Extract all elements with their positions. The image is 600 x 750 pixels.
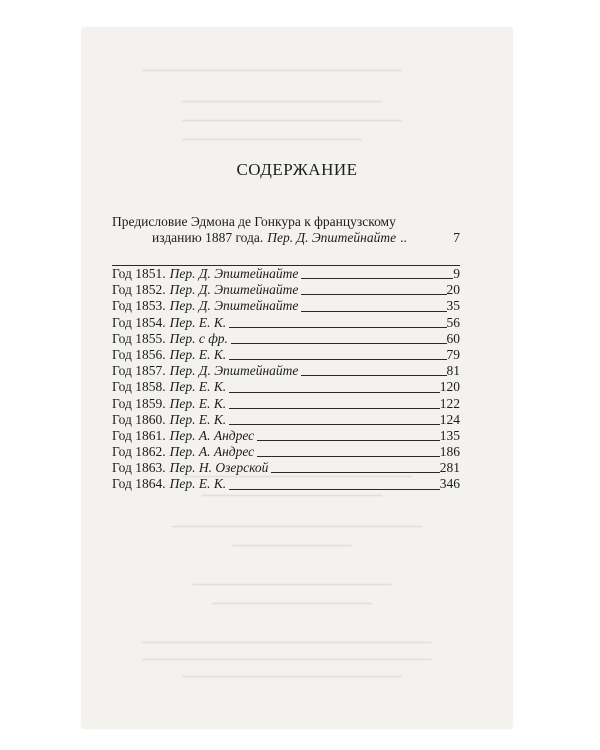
toc-entry-page-number: 35 — [446, 298, 460, 314]
toc-entry-year: Год 1853. — [112, 298, 166, 314]
toc-leader-rule — [229, 391, 440, 393]
preface-translator: Пер. Д. Эпштейнайте — [267, 230, 397, 245]
toc-entry — [112, 331, 460, 347]
toc-entry-translator: Пер. Е. К. — [169, 314, 227, 330]
toc-leader-rule — [231, 342, 447, 344]
toc-entry — [112, 347, 460, 363]
book-page — [82, 28, 512, 728]
toc-entry-page-number: 124 — [439, 411, 460, 427]
toc-leader-rule — [301, 293, 446, 295]
toc-entry — [112, 379, 460, 395]
toc-entry-translator: Пер. Д. Эпштейнайте — [169, 282, 299, 298]
toc-title: СОДЕРЖАНИЕ — [236, 160, 358, 179]
toc-leader-rule — [229, 488, 440, 490]
toc-entry-year: Год 1861. — [112, 427, 166, 443]
toc-entry — [112, 444, 460, 460]
toc-entry-year: Год 1862. — [112, 444, 166, 460]
toc-entry-page-number: 120 — [439, 379, 460, 395]
toc-leader-rule — [229, 423, 440, 425]
toc-leader-rule — [301, 277, 453, 279]
toc-entry-page-number: 9 — [453, 266, 460, 281]
toc-entry-page-number: 186 — [439, 444, 460, 460]
toc-entry-page-number: 135 — [439, 427, 460, 443]
toc-entry-translator: Пер. Е. К. — [169, 346, 227, 362]
toc-entry — [112, 476, 460, 492]
toc-entry-year: Год 1860. — [112, 411, 166, 427]
toc-list — [112, 265, 460, 493]
toc-entry — [112, 363, 460, 379]
toc-entry-year: Год 1864. — [112, 476, 166, 492]
toc-entry-translator: Пер. А. Андрес — [169, 427, 255, 443]
toc-entry — [112, 396, 460, 412]
toc-entry-year: Год 1855. — [112, 330, 166, 346]
toc-entry-page-number: 60 — [446, 330, 460, 346]
bleed-through-top — [142, 58, 442, 148]
toc-entry-translator: Пер. Д. Эпштейнайте — [169, 298, 299, 314]
toc-leader-rule — [271, 471, 439, 473]
preface-title-line1: Предисловие Эдмона де Гонкура к французскому — [112, 214, 396, 229]
toc-entry-page-number: 122 — [439, 395, 460, 411]
toc-entry-page-number: 79 — [446, 346, 460, 362]
toc-entry-year: Год 1854. — [112, 314, 166, 330]
toc-entry-page-number: 346 — [439, 476, 460, 492]
toc-leader-rule — [257, 439, 440, 441]
toc-entry-translator: Пер. Е. К. — [169, 476, 227, 492]
toc-entry-year: Год 1858. — [112, 379, 166, 395]
toc-leader-rule — [229, 407, 440, 409]
toc-entry — [112, 265, 460, 282]
toc-entry — [112, 282, 460, 298]
toc-leader-rule — [301, 374, 446, 376]
toc-entry-translator: Пер. с фр. — [169, 330, 228, 346]
toc-entry-translator: Пер. Н. Озерской — [169, 460, 269, 476]
bleed-through-bottom — [122, 468, 462, 678]
toc-entry — [112, 428, 460, 444]
toc-preface-entry — [112, 214, 460, 246]
toc-leader-rule — [301, 310, 446, 312]
toc-entry — [112, 298, 460, 314]
toc-entry-year: Год 1857. — [112, 363, 166, 379]
toc-entry-translator: Пер. Д. Эпштейнайте — [169, 363, 299, 379]
toc-entry — [112, 460, 460, 476]
toc-entry — [112, 412, 460, 428]
toc-entry-translator: Пер. Е. К. — [169, 411, 227, 427]
toc-entry-translator: Пер. Е. К. — [169, 379, 227, 395]
toc-leader-rule — [229, 358, 446, 360]
preface-page-number: 7 — [453, 230, 460, 245]
toc-leader-rule — [257, 455, 440, 457]
toc-entry-translator: Пер. А. Андрес — [169, 444, 255, 460]
toc-leader-rule — [229, 326, 446, 328]
toc-entry-page-number: 281 — [439, 460, 460, 476]
toc-entry-page-number: 81 — [446, 363, 460, 379]
toc-entry-year: Год 1856. — [112, 346, 166, 362]
toc-entry-page-number: 56 — [446, 314, 460, 330]
preface-title-line2: изданию 1887 года. — [152, 230, 264, 245]
toc-entry-page-number: 20 — [446, 282, 460, 298]
toc-entry-translator: Пер. Д. Эпштейнайте — [169, 266, 299, 281]
toc-entry — [112, 315, 460, 331]
toc-entry-year: Год 1863. — [112, 460, 166, 476]
toc-entry-year: Год 1851. — [112, 266, 166, 281]
preface-dot-leader: .. — [400, 230, 407, 245]
toc-entry-year: Год 1852. — [112, 282, 166, 298]
toc-entry-translator: Пер. Е. К. — [169, 395, 227, 411]
toc-entry-year: Год 1859. — [112, 395, 166, 411]
